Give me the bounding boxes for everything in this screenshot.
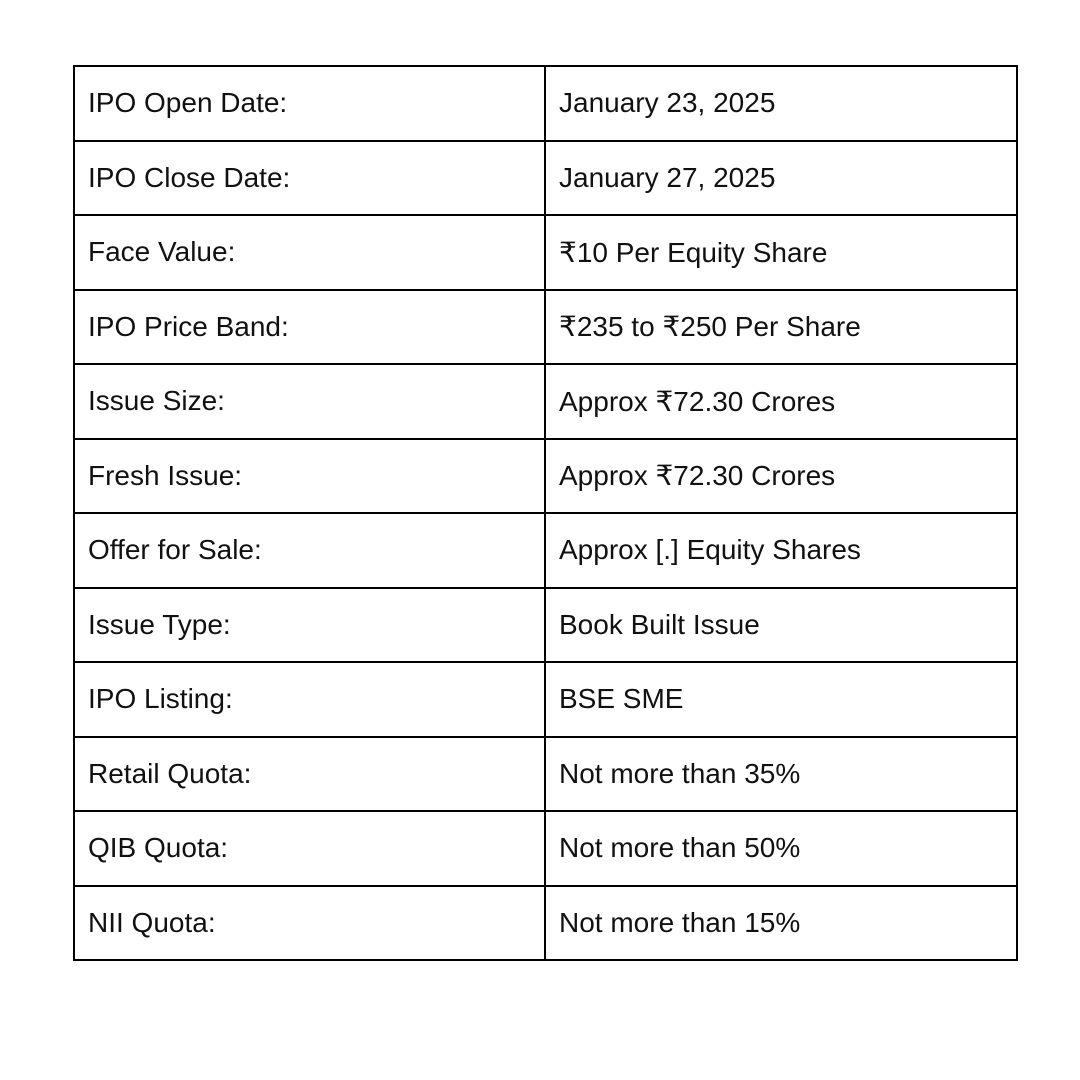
issue-size-label: Issue Size:: [74, 364, 545, 439]
ipo-listing-value: BSE SME: [545, 662, 1017, 737]
table-row: [74, 364, 1017, 439]
qib-quota-label: QIB Quota:: [74, 811, 545, 886]
ipo-open-date-value: January 23, 2025: [545, 66, 1017, 141]
qib-quota-value: Not more than 50%: [545, 811, 1017, 886]
table-row: [74, 662, 1017, 737]
offer-for-sale-label: Offer for Sale:: [74, 513, 545, 588]
price-band-value: ₹235 to ₹250 Per Share: [545, 290, 1017, 365]
ipo-details-table: [73, 65, 1018, 961]
table-row: [74, 513, 1017, 588]
ipo-close-date-label: IPO Close Date:: [74, 141, 545, 216]
issue-type-label: Issue Type:: [74, 588, 545, 663]
price-band-label: IPO Price Band:: [74, 290, 545, 365]
fresh-issue-value: Approx ₹72.30 Crores: [545, 439, 1017, 514]
nii-quota-value: Not more than 15%: [545, 886, 1017, 961]
issue-type-value: Book Built Issue: [545, 588, 1017, 663]
ipo-close-date-value: January 27, 2025: [545, 141, 1017, 216]
face-value-label: Face Value:: [74, 215, 545, 290]
retail-quota-value: Not more than 35%: [545, 737, 1017, 812]
retail-quota-label: Retail Quota:: [74, 737, 545, 812]
nii-quota-label: NII Quota:: [74, 886, 545, 961]
fresh-issue-label: Fresh Issue:: [74, 439, 545, 514]
table-row: [74, 588, 1017, 663]
issue-size-value: Approx ₹72.30 Crores: [545, 364, 1017, 439]
table-row: [74, 290, 1017, 365]
table-row: [74, 66, 1017, 141]
face-value-value: ₹10 Per Equity Share: [545, 215, 1017, 290]
table-row: [74, 141, 1017, 216]
ipo-open-date-label: IPO Open Date:: [74, 66, 545, 141]
offer-for-sale-value: Approx [.] Equity Shares: [545, 513, 1017, 588]
table-row: [74, 811, 1017, 886]
table-row: [74, 886, 1017, 961]
table-row: [74, 737, 1017, 812]
table-row: [74, 439, 1017, 514]
ipo-listing-label: IPO Listing:: [74, 662, 545, 737]
ipo-details-table-body: [74, 66, 1017, 960]
table-row: [74, 215, 1017, 290]
